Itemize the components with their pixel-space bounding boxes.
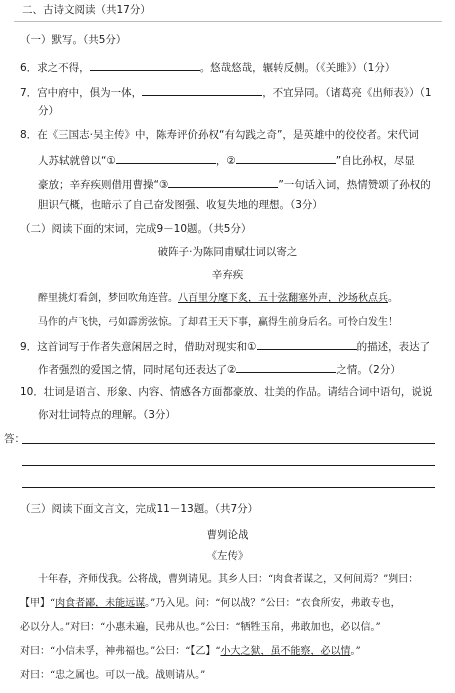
prose-text: 。” <box>350 646 361 657</box>
question-text: 豪放；辛弃疾则借用曹操“③ <box>38 179 169 191</box>
question-10 <box>20 385 432 399</box>
question-7 <box>20 83 432 100</box>
question-7-cont: 分） <box>38 105 59 117</box>
question-text: ，不宜异同。（诸葛亮《出师表》）（1 <box>262 87 432 99</box>
prose-underlined-text: 肉食者鄙，未能远谋 <box>55 598 146 609</box>
answer-line-1[interactable] <box>22 443 435 444</box>
question-text: 在《三国志·吴主传》中，陈寿评价孙权“有勾践之奇”，是英雄中的佼佼者。宋代词 <box>37 129 419 141</box>
question-text: 的描述，表达了 <box>356 341 431 353</box>
question-number: 9． <box>20 341 38 353</box>
prose-text: 。”乃入见。问：“何以战？”公曰：“衣食所安，弗敢专也， <box>145 598 401 609</box>
poem-line-1 <box>38 292 398 306</box>
section-divider <box>14 21 442 22</box>
part-heading-poem: （二）阅读下面的宋词，完成9－10题。（共5分） <box>20 223 252 235</box>
question-8-line4: 胆识气概，也暗示了自己奋发图强、收复失地的理想。（3分） <box>38 199 323 211</box>
part-heading-dictation: （一）默写。（共5分） <box>20 34 127 46</box>
prose-marker: 【甲】“ <box>20 598 56 609</box>
prose-line-2 <box>20 597 401 611</box>
question-8 <box>20 128 419 142</box>
prose-line-5: 对曰：“忠之属也。可以一战。战则请从。” <box>20 670 206 681</box>
question-text: 壮词是语言、形象、内容、情感各方面都豪放、壮美的作品。请结合词中语句，说说 <box>43 386 433 398</box>
poem-text: 醉里挑灯看剑，梦回吹角连营。 <box>38 293 178 304</box>
question-number: 6． <box>20 62 38 74</box>
question-text: 求之不得， <box>37 62 90 74</box>
answer-line-3[interactable] <box>22 487 435 488</box>
question-text: 这首词写于作者失意闲居之时，借助对现实和① <box>37 341 257 353</box>
answer-blank[interactable] <box>142 83 262 96</box>
poem-text: 。 <box>388 293 398 304</box>
prose-source: 《左传》 <box>206 550 249 562</box>
question-text: 之情。（2分） <box>336 364 401 376</box>
question-text: 宫中府中，俱为一体， <box>37 87 143 99</box>
part-heading-prose: （三）阅读下面文言文，完成11－13题。（共7分） <box>20 503 259 515</box>
question-number: 10． <box>20 386 44 398</box>
poem-line-2: 马作的卢飞快，弓如霹雳弦惊。了却君王天下事，赢得生前身后名。可怜白发生！ <box>38 317 398 328</box>
prose-title: 曹刿论战 <box>206 529 249 541</box>
question-6 <box>20 58 395 75</box>
answer-label: 答： <box>4 433 25 445</box>
answer-blank-2[interactable] <box>236 151 336 164</box>
answer-blank[interactable] <box>90 58 200 71</box>
answer-blank-1[interactable] <box>257 337 357 350</box>
question-number: 8． <box>20 129 38 141</box>
prose-line-3: 必以分人。”对曰：“小惠未遍，民弗从也。”公曰：“牺牲玉帛，弗敢加也，必以信。” <box>20 622 381 633</box>
poem-title: 破阵子·为陈同甫赋壮词以寄之 <box>157 246 298 258</box>
question-text: ”自比孙权，尽显 <box>335 155 415 167</box>
question-text: 。悠哉悠哉，辗转反侧。（《关雎》）（1分） <box>199 62 396 74</box>
question-8-line2 <box>38 151 415 168</box>
answer-blank-1[interactable] <box>116 151 216 164</box>
question-text: 人苏轼就曾以“① <box>38 155 116 167</box>
question-number: 7． <box>20 87 38 99</box>
prose-underlined-text: 小大之狱，虽不能察，必以情 <box>220 646 351 657</box>
poem-underlined-text: 八百里分麾下炙，五十弦翻塞外声，沙场秋点兵 <box>178 293 388 304</box>
poem-author: 辛弃疾 <box>211 269 244 281</box>
prose-text: 对曰：“小信未孚，神弗福也。”公曰：“【乙】“ <box>20 646 221 657</box>
answer-blank-3[interactable] <box>168 175 278 188</box>
question-10-line2: 你对壮词特点的理解。（3分） <box>38 409 176 421</box>
section-title: 二、古诗文阅读（共17分） <box>22 4 151 16</box>
question-text: 作者强烈的爱国之情，同时尾句还表达了② <box>38 364 237 376</box>
prose-line-1: 十年春，齐师伐我。公将战，曹刿请见。其乡人曰：“肉食者谋之，又何间焉？”刿曰： <box>38 574 419 585</box>
prose-line-4 <box>20 645 361 659</box>
question-9 <box>20 337 430 354</box>
question-9-line2 <box>38 360 401 377</box>
answer-line-2[interactable] <box>22 465 435 466</box>
question-8-line3 <box>38 175 431 192</box>
question-text: ，② <box>215 155 236 167</box>
answer-blank-2[interactable] <box>236 360 336 373</box>
question-text: ”一句话入词，热情赞颂了孙权的 <box>278 179 431 191</box>
